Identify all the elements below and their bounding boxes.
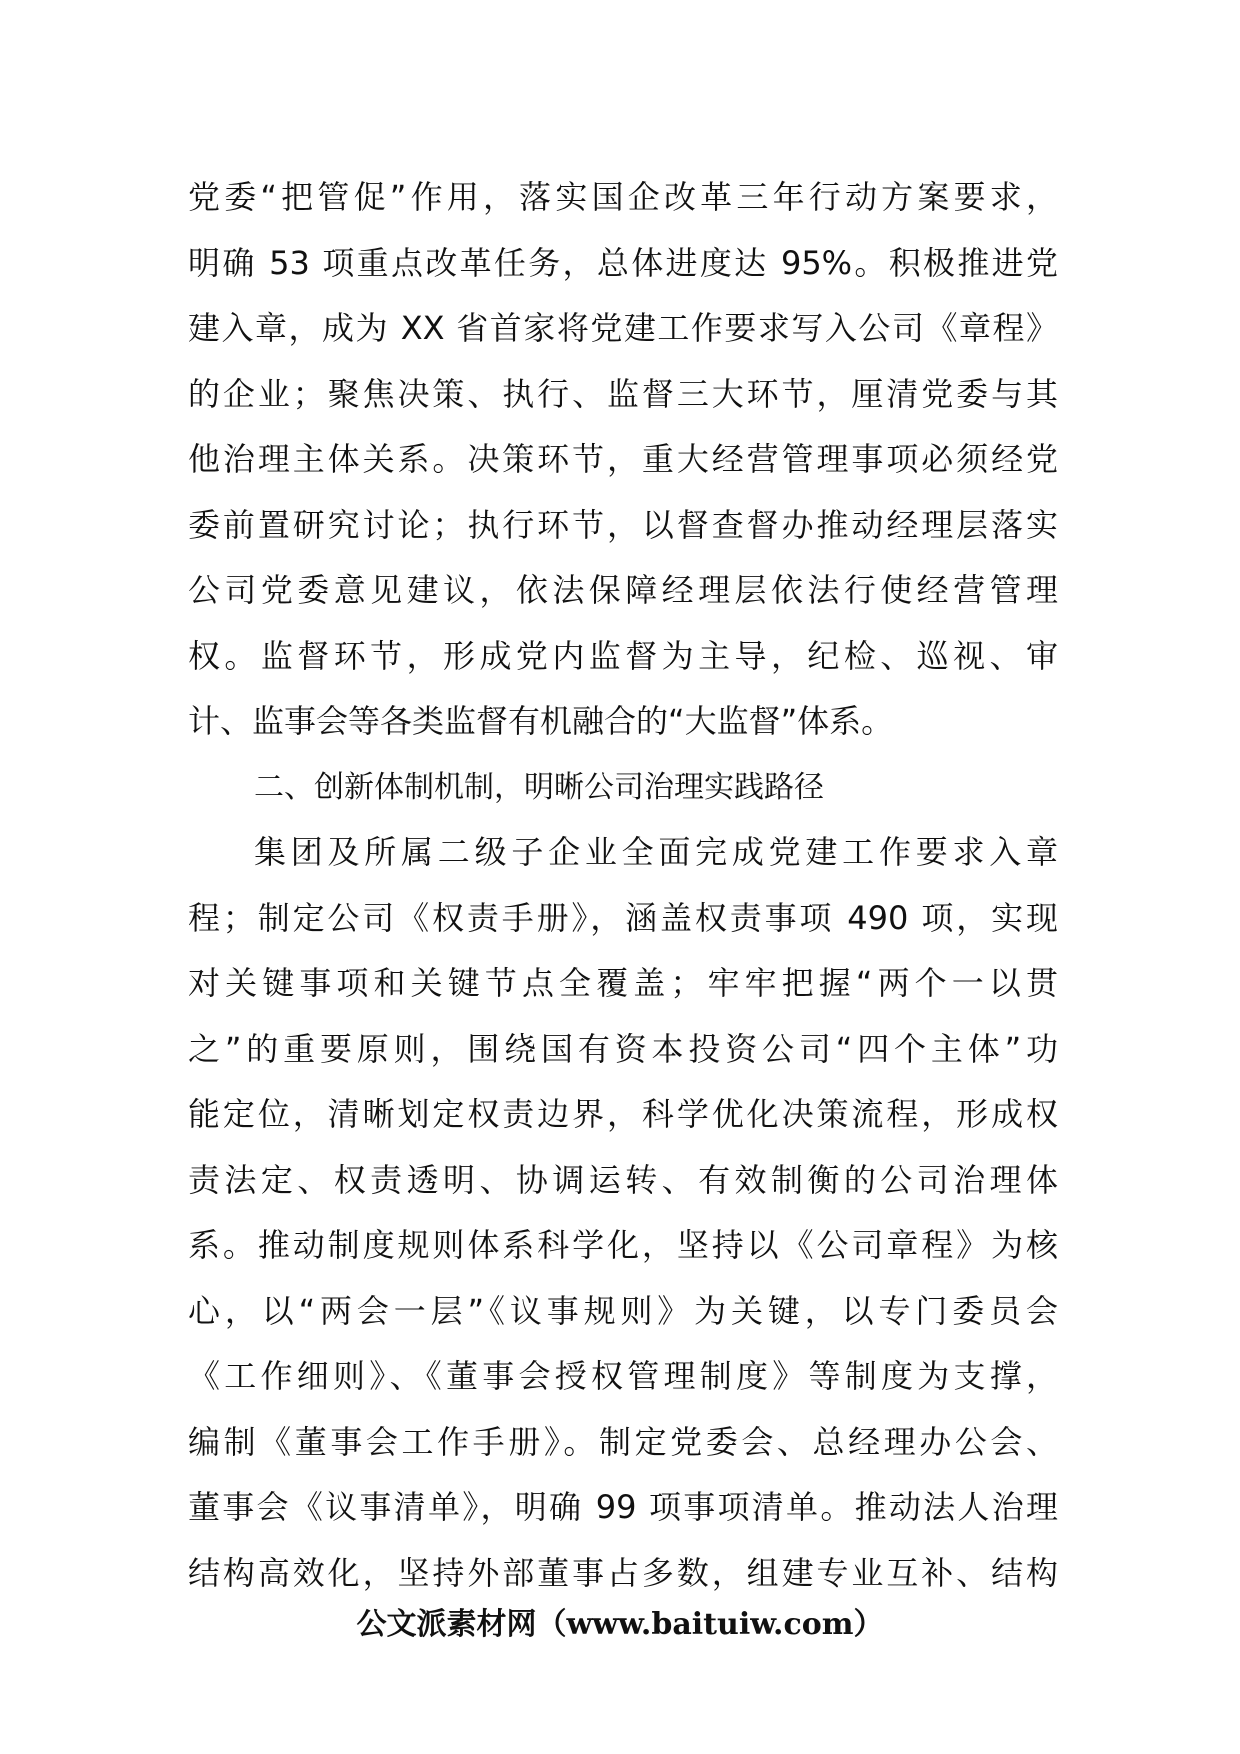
page-footer: 公文派素材网（www.baituiw.com）	[356, 1607, 884, 1642]
paragraph-line: 能定位，清晰划定权责边界，科学优化决策流程，形成权	[188, 1095, 1058, 1133]
paragraph-line: 之”的重要原则，围绕国有资本投资公司“四个主体”功	[188, 1029, 1058, 1068]
paragraph-line: 委前置研究讨论；执行环节，以督查督办推动经理层落实	[188, 505, 1058, 544]
paragraph-line: 系。推动制度规则体系科学化，坚持以《公司章程》为核	[188, 1226, 1058, 1264]
paragraph-line: 编制《董事会工作手册》。制定党委会、总经理办公会、	[188, 1422, 1058, 1461]
paragraph-line: 责法定、权责透明、协调运转、有效制衡的公司治理体	[188, 1160, 1058, 1199]
paragraph-line: 集团及所属二级子企业全面完成党建工作要求入章	[254, 833, 1058, 871]
paragraph-line: 董事会《议事清单》，明确 99 项事项清单。推动法人治理	[188, 1488, 1058, 1526]
document-body	[188, 165, 1058, 1606]
paragraph-line: 权。监督环节，形成党内监督为主导，纪检、巡视、审	[188, 636, 1058, 675]
section-heading: 二、创新体制机制，明晰公司治理实践路径	[254, 769, 824, 805]
paragraph-line: 计、监事会等各类监督有机融合的“大监督”体系。	[188, 702, 894, 740]
paragraph-line: 的企业；聚焦决策、执行、监督三大环节，厘清党委与其	[188, 374, 1058, 413]
paragraph-line: 心，以“两会一层”《议事规则》为关键，以专门委员会	[188, 1291, 1058, 1330]
paragraph-line: 公司党委意见建议，依法保障经理层依法行使经营管理	[188, 571, 1058, 609]
paragraph-line: 对关键事项和关键节点全覆盖；牢牢把握“两个一以贯	[188, 964, 1058, 1002]
paragraph-line: 明确 53 项重点改革任务，总体进度达 95%。积极推进党	[188, 243, 1058, 282]
paragraph-line: 程；制定公司《权责手册》，涵盖权责事项 490 项，实现	[188, 898, 1058, 937]
paragraph-line: 他治理主体关系。决策环节，重大经营管理事项必须经党	[188, 440, 1058, 478]
paragraph-line: 《工作细则》、《董事会授权管理制度》等制度为支撑，	[188, 1357, 1058, 1395]
paragraph-line: 建入章，成为 XX 省首家将党建工作要求写入公司《章程》	[188, 309, 1058, 347]
paragraph-line: 结构高效化，坚持外部董事占多数，组建专业互补、结构	[188, 1553, 1058, 1592]
paragraph-line: 党委“把管促”作用，落实国企改革三年行动方案要求，	[188, 178, 1058, 216]
